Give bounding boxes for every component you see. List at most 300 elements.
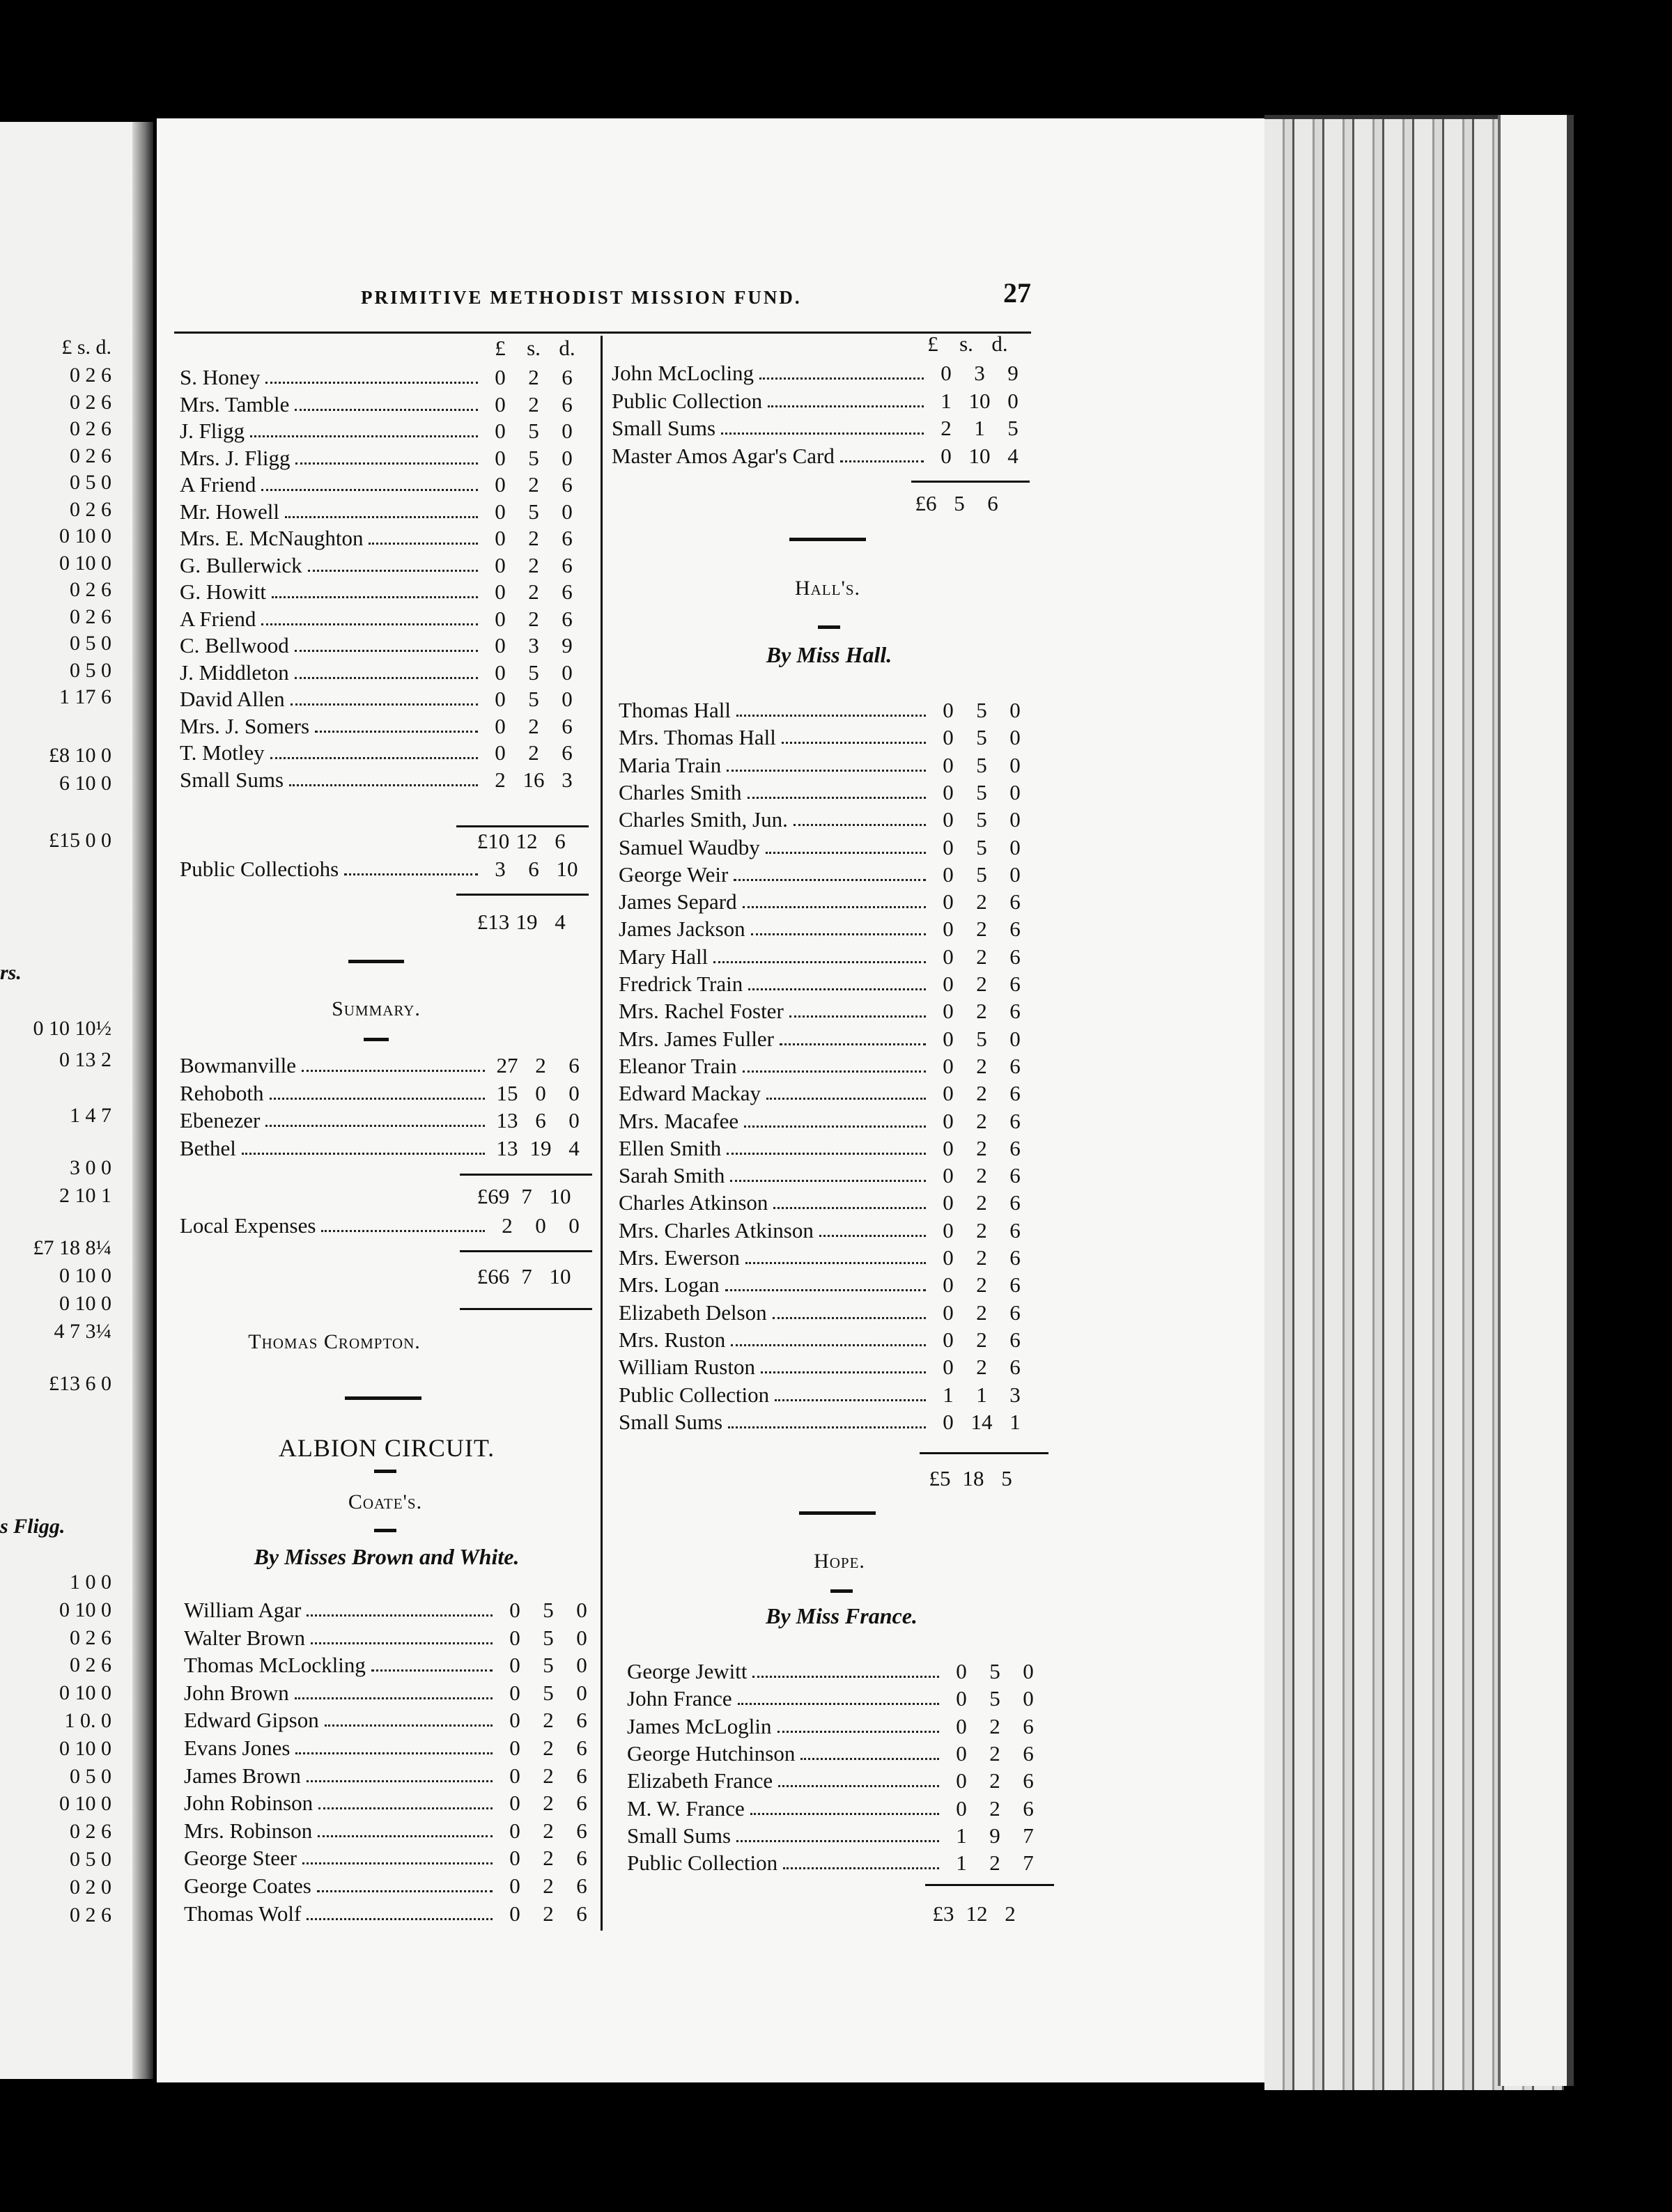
entry-name: John McLocling bbox=[612, 361, 754, 385]
shillings-value: 2 bbox=[976, 1272, 987, 1298]
shillings-value: 2 bbox=[528, 552, 539, 577]
shillings-value: 2 bbox=[535, 1053, 546, 1077]
pence-value: 6 bbox=[1009, 1355, 1021, 1380]
pounds-value: 1 bbox=[956, 1851, 967, 1876]
pounds-value: 0 bbox=[943, 1026, 954, 1051]
pence-value: 6 bbox=[1023, 1796, 1034, 1821]
pounds-value: 0 bbox=[509, 1653, 520, 1678]
leader-dots bbox=[731, 1344, 926, 1346]
pence-value: 6 bbox=[1009, 1081, 1021, 1106]
leader-dots bbox=[777, 1731, 940, 1733]
contribution-row bbox=[627, 1795, 1045, 1821]
pence-value: 6 bbox=[576, 1846, 587, 1871]
shillings-value: 5 bbox=[989, 1686, 1000, 1711]
leader-dots bbox=[750, 1813, 939, 1815]
total-pounds: £10 bbox=[477, 829, 510, 853]
shillings-value: 5 bbox=[976, 1026, 987, 1051]
entry-name: Elizabeth France bbox=[627, 1768, 773, 1793]
summary-heading: Summary. bbox=[332, 997, 421, 1020]
pounds-value: 0 bbox=[495, 391, 506, 416]
contribution-row bbox=[619, 696, 1032, 723]
pounds-value: 0 bbox=[940, 443, 952, 468]
entry-name: Mrs. James Fuller bbox=[619, 1026, 775, 1051]
pence-value: 0 bbox=[568, 1108, 580, 1132]
pence-value: 0 bbox=[1009, 1026, 1021, 1051]
contribution-row bbox=[184, 1596, 598, 1623]
shillings-value: 5 bbox=[543, 1625, 554, 1650]
entry-name: John France bbox=[627, 1686, 732, 1711]
pounds-value: 0 bbox=[940, 361, 952, 385]
net-total-double-rule bbox=[460, 1308, 592, 1310]
shillings-value: 2 bbox=[989, 1713, 1000, 1738]
contribution-row bbox=[627, 1658, 1045, 1684]
section-rule bbox=[799, 1511, 876, 1515]
pounds-value: 0 bbox=[509, 1901, 520, 1926]
pounds-value: 0 bbox=[495, 365, 506, 389]
total-shillings: 12 bbox=[516, 829, 538, 853]
leader-dots bbox=[743, 906, 926, 908]
pounds-value: 2 bbox=[495, 767, 506, 792]
pounds-value: 0 bbox=[509, 1625, 520, 1650]
entry-name: M. W. France bbox=[627, 1796, 745, 1821]
fragment-heading: s Fligg. bbox=[0, 1515, 65, 1538]
contribution-row bbox=[619, 888, 1032, 914]
shillings-value: 5 bbox=[543, 1653, 554, 1678]
pence-value: 0 bbox=[576, 1625, 587, 1650]
shillings-value: 6 bbox=[535, 1108, 546, 1132]
shillings-value: 19 bbox=[529, 1135, 552, 1160]
fragment-heads: £ s. d. bbox=[61, 336, 111, 359]
shillings-value: 5 bbox=[543, 1598, 554, 1622]
entry-name: G. Howitt bbox=[180, 579, 266, 604]
contribution-row bbox=[184, 1762, 598, 1789]
leader-dots bbox=[773, 1317, 926, 1319]
contribution-row bbox=[619, 1326, 1032, 1353]
contribution-row bbox=[180, 444, 584, 471]
shillings-value: 2 bbox=[989, 1796, 1000, 1821]
shillings-value: 2 bbox=[976, 1300, 987, 1325]
pounds-value: 0 bbox=[943, 1409, 954, 1434]
total-shillings: 5 bbox=[954, 491, 965, 515]
total-pounds: £5 bbox=[929, 1466, 951, 1490]
fragment-row: £7 18 8¼ bbox=[33, 1236, 111, 1259]
pounds-value: 0 bbox=[509, 1736, 520, 1760]
net-total-rule bbox=[460, 1250, 592, 1252]
contribution-row bbox=[180, 659, 584, 685]
contribution-row bbox=[184, 1706, 598, 1733]
contribution-row bbox=[627, 1685, 1045, 1711]
leader-dots bbox=[250, 435, 478, 437]
fragment-row: 0 2 6 bbox=[70, 364, 111, 387]
pence-value: 6 bbox=[1009, 1327, 1021, 1352]
leader-dots bbox=[308, 570, 478, 572]
leader-dots bbox=[775, 1399, 926, 1401]
shillings-value: 0 bbox=[535, 1213, 546, 1238]
pounds-value: 0 bbox=[943, 944, 954, 969]
pence-value: 0 bbox=[1023, 1686, 1034, 1711]
entry-name: James Brown bbox=[184, 1763, 301, 1788]
pence-value: 5 bbox=[1007, 416, 1019, 440]
total-shillings: 12 bbox=[966, 1901, 988, 1926]
fragment-total: £8 10 0 bbox=[49, 744, 111, 767]
entry-name: David Allen bbox=[180, 687, 285, 711]
leader-dots bbox=[751, 933, 926, 935]
society-heading-halls: Hall's. bbox=[794, 577, 861, 600]
shillings-value: 2 bbox=[976, 1355, 987, 1380]
total-pence: 10 bbox=[549, 1264, 571, 1288]
entry-name: Local Expenses bbox=[180, 1213, 316, 1238]
contribution-row bbox=[612, 414, 1030, 441]
shillings-value: 2 bbox=[976, 1327, 987, 1352]
collectors-halls: By Miss Hall. bbox=[766, 642, 892, 667]
total bbox=[909, 491, 1009, 516]
entry-name: George Weir bbox=[619, 862, 729, 887]
pounds-value: 0 bbox=[495, 472, 506, 497]
pounds-value: 0 bbox=[509, 1598, 520, 1622]
pounds-value: 0 bbox=[943, 889, 954, 914]
leader-dots bbox=[311, 1642, 493, 1644]
contribution-row bbox=[619, 1135, 1032, 1161]
contribution-row bbox=[619, 1107, 1032, 1134]
total-shillings: 18 bbox=[962, 1466, 984, 1490]
total-shillings: 7 bbox=[521, 1184, 532, 1208]
leader-dots bbox=[748, 797, 926, 799]
entry-name: Samuel Waudby bbox=[619, 834, 760, 859]
leader-dots bbox=[285, 516, 478, 518]
leader-dots bbox=[782, 742, 926, 744]
leader-dots bbox=[261, 623, 478, 625]
entry-name: Mrs. E. McNaughton bbox=[180, 526, 364, 550]
section-rule bbox=[374, 1529, 396, 1532]
entry-name: Small Sums bbox=[627, 1823, 732, 1848]
shillings-value: 2 bbox=[989, 1740, 1000, 1766]
pounds-value: 13 bbox=[496, 1135, 518, 1160]
contribution-row bbox=[180, 471, 584, 497]
pounds-value: 0 bbox=[956, 1740, 967, 1766]
leader-dots bbox=[800, 1758, 939, 1760]
contribution-row bbox=[619, 751, 1032, 778]
contribution-row bbox=[612, 359, 1030, 386]
pence-value: 0 bbox=[1009, 698, 1021, 722]
shillings-value: 5 bbox=[528, 687, 539, 711]
shillings-value: 5 bbox=[528, 499, 539, 524]
pence-value: 6 bbox=[1023, 1713, 1034, 1738]
contribution-row bbox=[184, 1789, 598, 1816]
leader-dots bbox=[840, 460, 924, 462]
contribution-row bbox=[619, 943, 1032, 969]
pence-value: 6 bbox=[562, 740, 573, 765]
entry-name: Bowmanville bbox=[180, 1053, 297, 1077]
pounds-value: 0 bbox=[495, 713, 506, 738]
fragment-row: 0 5 0 bbox=[70, 1764, 111, 1788]
pence-value: 6 bbox=[1009, 944, 1021, 969]
leader-dots bbox=[261, 489, 478, 491]
leader-dots bbox=[291, 703, 478, 706]
total-pence: 2 bbox=[1005, 1901, 1016, 1926]
leader-dots bbox=[295, 409, 478, 411]
pounds-value: 0 bbox=[495, 606, 506, 631]
total-pence: 6 bbox=[987, 491, 998, 515]
pounds-value: 0 bbox=[943, 834, 954, 859]
shillings-value: 2 bbox=[976, 972, 987, 996]
leader-dots bbox=[270, 757, 478, 759]
summary-row bbox=[180, 1135, 591, 1161]
pence-value: 0 bbox=[576, 1680, 587, 1705]
contribution-row bbox=[627, 1713, 1045, 1739]
pence-value: 0 bbox=[576, 1653, 587, 1678]
shillings-value: 5 bbox=[976, 807, 987, 832]
pence-value: 0 bbox=[1009, 779, 1021, 804]
entry-name: J. Fligg bbox=[180, 419, 245, 443]
fragment-row: 3 0 0 bbox=[70, 1156, 111, 1179]
pence-value: 6 bbox=[576, 1708, 587, 1733]
shillings-value: 2 bbox=[528, 579, 539, 604]
leader-dots bbox=[721, 433, 924, 435]
pounds-value: 0 bbox=[943, 698, 954, 722]
pounds-value: 0 bbox=[943, 1300, 954, 1325]
pounds-value: 1 bbox=[940, 388, 952, 413]
pounds-value: 0 bbox=[943, 1108, 954, 1133]
signature: Thomas Crompton. bbox=[248, 1330, 421, 1353]
leader-dots bbox=[734, 879, 926, 881]
entry-name: Walter Brown bbox=[184, 1625, 305, 1650]
leader-dots bbox=[265, 382, 478, 384]
entry-name: Small Sums bbox=[180, 767, 284, 792]
total-pence: 6 bbox=[555, 829, 566, 853]
contribution-row bbox=[184, 1624, 598, 1651]
society-heading-hope: Hope. bbox=[814, 1550, 865, 1573]
contribution-row bbox=[619, 724, 1032, 750]
pounds-value: 0 bbox=[956, 1659, 967, 1683]
contribution-row bbox=[180, 391, 584, 417]
subtotal bbox=[477, 829, 577, 854]
entry-name: Bethel bbox=[180, 1135, 236, 1160]
shillings-value: 2 bbox=[528, 713, 539, 738]
entry-name: C. Bellwood bbox=[180, 633, 289, 657]
leader-dots bbox=[295, 1697, 493, 1699]
pence-value: 6 bbox=[1009, 917, 1021, 942]
shillings-value: 5 bbox=[528, 660, 539, 685]
pounds-value: 0 bbox=[495, 740, 506, 765]
contribution-row bbox=[619, 834, 1032, 860]
shillings-value: 5 bbox=[528, 419, 539, 443]
fragment-row: 0 10 0 bbox=[59, 551, 111, 575]
fragment-heading: rs. bbox=[0, 961, 22, 984]
pounds-value: 2 bbox=[502, 1213, 513, 1238]
entry-name: Mrs. Rachel Foster bbox=[619, 999, 784, 1024]
pence-value: 0 bbox=[1009, 807, 1021, 832]
leader-dots bbox=[759, 377, 924, 380]
leader-dots bbox=[766, 1098, 926, 1100]
pence-value: 0 bbox=[1009, 725, 1021, 750]
halls-total-rule bbox=[920, 1452, 1048, 1454]
shillings-value: 5 bbox=[976, 725, 987, 750]
pence-value: 6 bbox=[562, 552, 573, 577]
shillings-value: 2 bbox=[989, 1851, 1000, 1876]
entry-name: Maria Train bbox=[619, 752, 722, 777]
shillings-value: 2 bbox=[976, 1217, 987, 1243]
entry-name: William Agar bbox=[184, 1598, 302, 1622]
pounds-value: 1 bbox=[943, 1382, 954, 1407]
leader-dots bbox=[783, 1867, 939, 1869]
leader-dots bbox=[302, 1862, 493, 1864]
contribution-row bbox=[619, 1299, 1032, 1325]
pounds-value: 27 bbox=[496, 1053, 518, 1077]
net-total bbox=[477, 1264, 577, 1289]
currency-head: s. bbox=[527, 336, 541, 360]
contribution-row bbox=[180, 552, 584, 578]
pence-value: 6 bbox=[1009, 889, 1021, 914]
pounds-value: 0 bbox=[943, 1163, 954, 1188]
entry-name: Elizabeth Delson bbox=[619, 1300, 767, 1325]
pounds-value: 0 bbox=[495, 552, 506, 577]
leader-dots bbox=[307, 1614, 493, 1617]
shillings-value: 2 bbox=[543, 1874, 554, 1898]
pounds-value: 0 bbox=[943, 1245, 954, 1270]
pence-value: 6 bbox=[1009, 1163, 1021, 1188]
entry-name: George Jewitt bbox=[627, 1659, 748, 1683]
public-collections-row bbox=[180, 855, 584, 882]
shillings-value: 2 bbox=[989, 1768, 1000, 1793]
leader-dots bbox=[778, 1785, 939, 1787]
entry-name: Public Collectiohs bbox=[180, 857, 339, 881]
pence-value: 0 bbox=[1009, 834, 1021, 859]
entry-name: George Coates bbox=[184, 1874, 311, 1898]
pounds-value: 0 bbox=[943, 725, 954, 750]
entry-name: Mrs. Logan bbox=[619, 1272, 720, 1298]
leader-dots bbox=[295, 650, 478, 652]
section-rule bbox=[364, 1038, 389, 1041]
contribution-row bbox=[180, 578, 584, 605]
leader-dots bbox=[272, 596, 478, 598]
entry-name: Public Collection bbox=[619, 1382, 770, 1407]
fragment-row: 0 5 0 bbox=[70, 1848, 111, 1871]
shillings-value: 9 bbox=[989, 1823, 1000, 1848]
leader-dots bbox=[325, 1724, 493, 1727]
society-heading-coates: Coate's. bbox=[348, 1490, 423, 1513]
shillings-value: 2 bbox=[976, 1081, 987, 1106]
fragment-row: 0 10 0 bbox=[59, 1598, 111, 1621]
pence-value: 6 bbox=[1009, 1108, 1021, 1133]
contribution-row bbox=[180, 605, 584, 632]
fragment-row: 0 5 0 bbox=[70, 658, 111, 682]
contribution-row bbox=[184, 1900, 598, 1926]
fragment-row: 0 2 6 bbox=[70, 390, 111, 414]
contribution-row bbox=[627, 1740, 1045, 1766]
leader-dots bbox=[766, 852, 926, 854]
entry-name: Eleanor Train bbox=[619, 1053, 737, 1078]
entry-name: Public Collection bbox=[612, 388, 763, 413]
pence-value: 0 bbox=[576, 1598, 587, 1622]
fragment-row: 0 2 6 bbox=[70, 497, 111, 521]
fragment-row: 1 0 0 bbox=[70, 1571, 111, 1594]
leader-dots bbox=[736, 1840, 939, 1842]
pence-value: 0 bbox=[1007, 388, 1019, 413]
fragment-row: 1 0. 0 bbox=[64, 1709, 111, 1732]
shillings-value: 5 bbox=[976, 834, 987, 859]
total-shillings: 19 bbox=[516, 910, 538, 934]
leader-dots bbox=[738, 1703, 939, 1705]
contribution-row bbox=[184, 1679, 598, 1706]
shillings-value: 2 bbox=[976, 917, 987, 942]
pounds-value: 0 bbox=[509, 1680, 520, 1705]
currency-head: £ bbox=[927, 332, 938, 356]
section-rule bbox=[345, 1396, 421, 1400]
entry-name: A Friend bbox=[180, 606, 256, 631]
fragment-row: 0 10 0 bbox=[59, 1292, 111, 1315]
fragment-row: 0 10 0 bbox=[59, 1264, 111, 1287]
contribution-row bbox=[180, 364, 584, 390]
pence-value: 6 bbox=[1023, 1740, 1034, 1766]
entry-name: James Separd bbox=[619, 889, 737, 914]
book-gutter bbox=[132, 122, 153, 2079]
fragment-row: 0 2 6 bbox=[70, 417, 111, 440]
leader-dots bbox=[318, 1835, 493, 1837]
header-rule bbox=[174, 332, 1031, 334]
leader-dots bbox=[727, 1153, 926, 1155]
contribution-row bbox=[180, 498, 584, 524]
leader-dots bbox=[242, 1153, 485, 1155]
summary-row bbox=[180, 1052, 591, 1078]
pence-value: 6 bbox=[568, 1053, 580, 1077]
fragment-total: 6 10 0 bbox=[59, 772, 111, 795]
entry-name: Fredrick Train bbox=[619, 972, 743, 996]
total bbox=[477, 910, 577, 935]
leader-dots bbox=[748, 988, 926, 990]
contribution-row bbox=[619, 970, 1032, 997]
pounds-value: 13 bbox=[496, 1108, 518, 1132]
contribution-row bbox=[180, 712, 584, 739]
contribution-row bbox=[619, 1162, 1032, 1188]
contribution-row bbox=[619, 1353, 1032, 1380]
leader-dots bbox=[270, 1098, 485, 1100]
pence-value: 0 bbox=[1009, 862, 1021, 887]
pence-value: 6 bbox=[1009, 1245, 1021, 1270]
fragment-row: 0 10 0 bbox=[59, 1736, 111, 1760]
contribution-row bbox=[184, 1872, 598, 1899]
entry-name: Mrs. Ewerson bbox=[619, 1245, 740, 1270]
pence-value: 6 bbox=[1009, 999, 1021, 1024]
pounds-value: 0 bbox=[495, 526, 506, 550]
shillings-value: 2 bbox=[543, 1901, 554, 1926]
entry-name: William Ruston bbox=[619, 1355, 755, 1380]
leader-dots bbox=[265, 1125, 485, 1127]
fragment-row: 0 2 0 bbox=[70, 1875, 111, 1899]
shillings-value: 2 bbox=[528, 526, 539, 550]
local-expenses-row bbox=[180, 1212, 591, 1238]
pence-value: 6 bbox=[1009, 1190, 1021, 1215]
currency-head: d. bbox=[991, 332, 1008, 356]
total-pounds: £69 bbox=[477, 1184, 510, 1208]
total-pounds: £66 bbox=[477, 1264, 510, 1288]
pounds-value: 1 bbox=[956, 1823, 967, 1848]
shillings-value: 2 bbox=[543, 1818, 554, 1843]
fragment-row: 0 2 6 bbox=[70, 1626, 111, 1649]
entry-name: John Robinson bbox=[184, 1791, 314, 1816]
fragment-row: 0 2 6 bbox=[70, 605, 111, 628]
entry-name: Mrs. Ruston bbox=[619, 1327, 726, 1352]
leader-dots bbox=[318, 1807, 493, 1809]
pence-value: 6 bbox=[1009, 1053, 1021, 1078]
pounds-value: 0 bbox=[943, 1327, 954, 1352]
shillings-value: 5 bbox=[976, 698, 987, 722]
pounds-value: 0 bbox=[943, 1355, 954, 1380]
shillings-value: 2 bbox=[976, 944, 987, 969]
leader-dots bbox=[780, 1043, 926, 1045]
shillings-value: 14 bbox=[970, 1409, 993, 1434]
shillings-value: 2 bbox=[976, 1108, 987, 1133]
leader-dots bbox=[727, 770, 926, 772]
